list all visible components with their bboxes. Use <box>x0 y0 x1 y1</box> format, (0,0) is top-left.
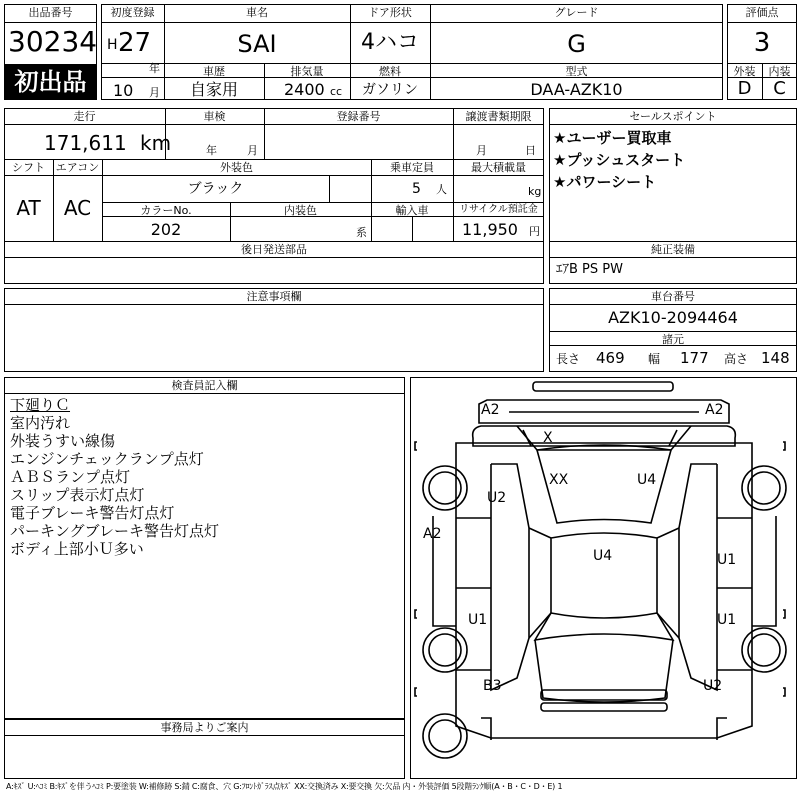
color-no: 202 <box>150 220 182 239</box>
capacity-label: 乗車定員 <box>390 161 434 174</box>
mileage-label: 走行 <box>73 110 96 123</box>
mark-front-right: A2 <box>705 402 724 418</box>
height: 148 <box>761 349 790 367</box>
car-outline-icon <box>411 378 798 780</box>
ac: AC <box>63 196 92 220</box>
score: 3 <box>753 28 771 58</box>
shift: AT <box>16 196 41 220</box>
score-label: 評価点 <box>745 6 779 19</box>
inspector-notes <box>10 396 219 558</box>
lot-label: 出品番号 <box>28 6 73 19</box>
mark-right-rear-door: U1 <box>717 612 737 628</box>
color-no-label: カラーNo. <box>140 204 192 217</box>
legend: A:ｷｽﾞ U:ﾍｺﾐ B:ｷｽﾞを伴うﾍｺﾐ P:要塗装 W:補修跡 S:錆 C:腐食、穴 G:ﾌﾛﾝﾄｶﾞﾗｽ点ｷｽﾞ XX:交換済み X:要交換 欠:欠品 内・外装評価 5段階ﾗﾝｸ順(A・B・C・D・E) 1 <box>6 782 563 791</box>
recycle-unit: 円 <box>529 225 540 238</box>
capacity-unit: 人 <box>436 183 447 196</box>
era: H <box>107 37 118 53</box>
mark-right-door: U1 <box>717 552 737 568</box>
note-line: 電子ブレーキ警告灯点灯 <box>10 504 175 522</box>
displacement-unit: cc <box>330 85 343 98</box>
interior-grade-label: 内装 <box>768 65 791 78</box>
exterior-grade: D <box>737 78 752 99</box>
mark-left-door-rear: U1 <box>468 612 488 628</box>
exterior-color-label: 外装色 <box>220 161 253 174</box>
car-name-label: 車名 <box>246 6 268 19</box>
month-unit: 月 <box>149 86 160 99</box>
sales-point-label: セールスポイント <box>629 110 717 123</box>
door-type: 4ハコ <box>361 30 419 55</box>
caution-label: 注意事項欄 <box>246 290 302 303</box>
capacity: 5 <box>412 181 421 197</box>
recycle-label: リサイクル預託金 <box>459 204 538 215</box>
note-line: スリップ表示灯点灯 <box>10 486 145 504</box>
year-unit: 年 <box>149 62 160 75</box>
note-line: ボディ上部小Ｕ多い <box>10 540 144 558</box>
car-name: SAI <box>237 30 277 58</box>
interior-grade: C <box>773 78 786 99</box>
mark-rear-right: U2 <box>703 678 723 694</box>
later-parts-label: 後日発送部品 <box>241 243 307 256</box>
transfer-month-unit: 月 <box>476 144 487 157</box>
mark-front-left: A2 <box>481 402 500 418</box>
note-line: 下廻りＣ <box>10 396 71 414</box>
exterior-color: ブラック <box>187 181 244 197</box>
grade: G <box>567 30 586 58</box>
sales-point-1: ★ユーザー買取車 <box>553 129 672 147</box>
height-label: 高さ <box>724 352 749 366</box>
chassis-label: 車台番号 <box>651 290 695 303</box>
mileage-unit: km <box>140 131 172 155</box>
inspection-month-unit: 月 <box>247 144 258 157</box>
office-label: 事務局よりご案内 <box>160 721 249 734</box>
inspector-label: 検査員記入欄 <box>171 379 238 392</box>
width-label: 幅 <box>648 352 661 366</box>
grade-label: グレード <box>554 6 599 19</box>
note-line: ＡＢＳランプ点灯 <box>10 468 131 486</box>
sales-point-3: ★パワーシート <box>553 173 657 191</box>
length-label: 長さ <box>556 352 581 366</box>
mark-rear-left: B3 <box>483 678 502 694</box>
transfer-day-unit: 日 <box>525 144 536 157</box>
history: 自家用 <box>189 80 238 99</box>
displacement-label: 排気量 <box>290 65 324 78</box>
import-label: 輸入車 <box>395 204 429 217</box>
width: 177 <box>680 349 709 367</box>
genuine-equipment-label: 純正装備 <box>651 243 695 256</box>
lot-number: 30234 <box>8 25 98 58</box>
first-reg-label: 初度登録 <box>110 6 155 19</box>
mark-hood-right: U4 <box>637 472 657 488</box>
inspection-year-unit: 年 <box>206 144 217 157</box>
reg-year: 27 <box>118 28 152 58</box>
shift-label: シフト <box>12 161 45 174</box>
note-line: エンジンチェックランプ点灯 <box>10 450 204 468</box>
fuel-label: 燃料 <box>379 65 401 78</box>
max-load-label: 最大積載量 <box>471 161 526 174</box>
displacement: 2400 <box>284 80 325 99</box>
model-code: DAA-AZK10 <box>530 80 623 99</box>
damage-diagram <box>410 377 797 779</box>
note-line: 室内汚れ <box>10 414 71 432</box>
fuel: ガソリン <box>362 82 418 98</box>
length: 469 <box>596 349 625 367</box>
genuine-equipment: ｴｱB PS PW <box>556 262 623 277</box>
mark-windshield: X <box>543 430 553 446</box>
history-label: 車歴 <box>203 65 225 78</box>
first-listing-badge: 初出品 <box>4 64 97 100</box>
mark-front-left-fender: U2 <box>487 490 507 506</box>
max-load-unit: kg <box>528 185 542 198</box>
sales-point-2: ★プッシュスタート <box>553 151 686 169</box>
reg-number-label: 登録番号 <box>336 110 381 123</box>
mileage: 171,611 <box>44 131 127 155</box>
mark-hood: XX <box>549 472 569 488</box>
mark-roof: U4 <box>593 548 613 564</box>
interior-color-unit: 系 <box>356 226 367 239</box>
door-label: ドア形状 <box>368 6 412 19</box>
dimensions-label: 諸元 <box>662 333 684 346</box>
model-label: 型式 <box>565 65 588 78</box>
note-line: パーキングブレーキ警告灯点灯 <box>10 522 219 540</box>
chassis-number: AZK10-2094464 <box>608 308 738 327</box>
note-line: 外装うすい線傷 <box>10 432 116 450</box>
reg-month: 10 <box>113 81 134 100</box>
ac-label: エアコン <box>55 161 100 174</box>
transfer-deadline-label: 譲渡書類期限 <box>465 110 532 123</box>
mark-left-door-front: A2 <box>423 526 442 542</box>
exterior-grade-label: 外装 <box>733 65 756 78</box>
inspection-label: 車検 <box>203 110 226 123</box>
interior-color-label: 内装色 <box>284 204 317 217</box>
recycle-fee: 11,950 <box>462 220 518 239</box>
